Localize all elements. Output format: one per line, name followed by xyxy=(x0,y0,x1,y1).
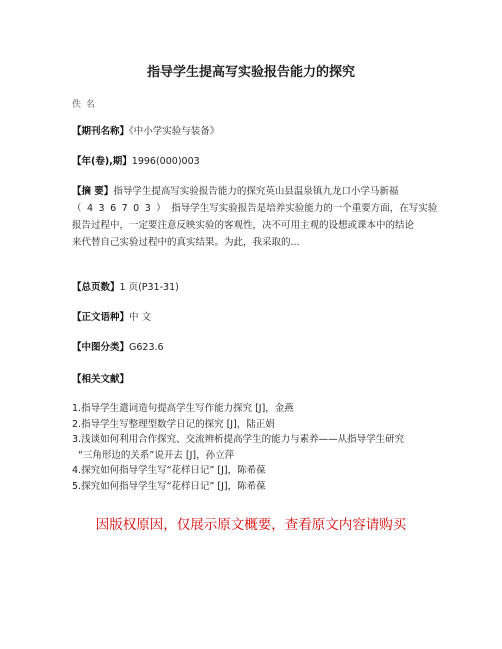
reference-item[interactable]: 5.探究如何指导学生写“花样日记” [J]，陈希葆 xyxy=(72,480,266,492)
abstract-row-4 xyxy=(72,234,432,251)
pages-label: 【总页数】 xyxy=(72,282,120,293)
author: 佚 名 xyxy=(72,100,96,110)
abstract-label: 【摘 要】 xyxy=(72,186,114,197)
abstract-line: 指导学生写实验报告是培养实验能力的一个重要方面，在写实验 xyxy=(171,203,438,214)
abstract-row-2 xyxy=(72,200,438,217)
abstract-line: 报告过程中，一定要注意反映实验的客观性，决不可用主观的设想或课本中的结论 xyxy=(72,220,415,231)
classification-line xyxy=(72,341,432,355)
reference-item-continued[interactable]: “三角形边的关系”说开去 [J]，孙立萍 xyxy=(78,449,235,461)
pages-line xyxy=(72,281,432,295)
reference-item[interactable]: 1.指导学生遣词造句提高学生写作能力探究 [J]，金燕 xyxy=(72,403,294,414)
classification-label: 【中图分类】 xyxy=(72,342,130,353)
references-list xyxy=(72,401,452,494)
abstract-row-3 xyxy=(72,217,432,234)
references-label: 【相关文献】 xyxy=(72,374,130,385)
classification-value: G623.6 xyxy=(129,342,164,353)
journal-value: 《中小学实验与装备》 xyxy=(129,126,220,137)
year-label: 【年(卷),期】 xyxy=(72,156,132,167)
journal-label: 【期刊名称】 xyxy=(72,126,130,137)
reference-item[interactable]: 4.探究如何指导学生写“花样日记” [J]，陈希葆 xyxy=(72,465,266,476)
abstract-line: 指导学生提高写实验报告能力的探究英山县温泉镇九龙口小学马新福 xyxy=(113,186,399,197)
language-label: 【正文语种】 xyxy=(72,312,130,323)
references-heading xyxy=(72,373,432,387)
journal-line xyxy=(72,125,432,139)
document-title: 指导学生提高写实验报告能力的探究 xyxy=(146,65,355,80)
copyright-notice: 因版权原因，仅展示原文概要，查看原文内容请购买 xyxy=(95,517,407,533)
abstract-line: （436703） xyxy=(72,203,172,214)
year-line xyxy=(72,155,432,169)
abstract xyxy=(72,183,438,251)
language-value: 中 文 xyxy=(129,312,152,323)
language-line xyxy=(72,311,432,325)
reference-item[interactable]: 3.浅谈如何利用合作探究、交流辨析提高学生的能力与素养——从指导学生研究 xyxy=(72,434,405,445)
abstract-line: 来代替自己实验过程中的真实结果。为此，我采取的... xyxy=(72,237,300,248)
reference-item[interactable]: 2.指导学生写整理型数学日记的探究 [J]，陆正娟 xyxy=(72,418,275,430)
pages-value: 1 页(P31-31) xyxy=(119,282,179,293)
abstract-row-1 xyxy=(72,183,432,200)
year-value: 1996(000)003 xyxy=(131,156,200,167)
